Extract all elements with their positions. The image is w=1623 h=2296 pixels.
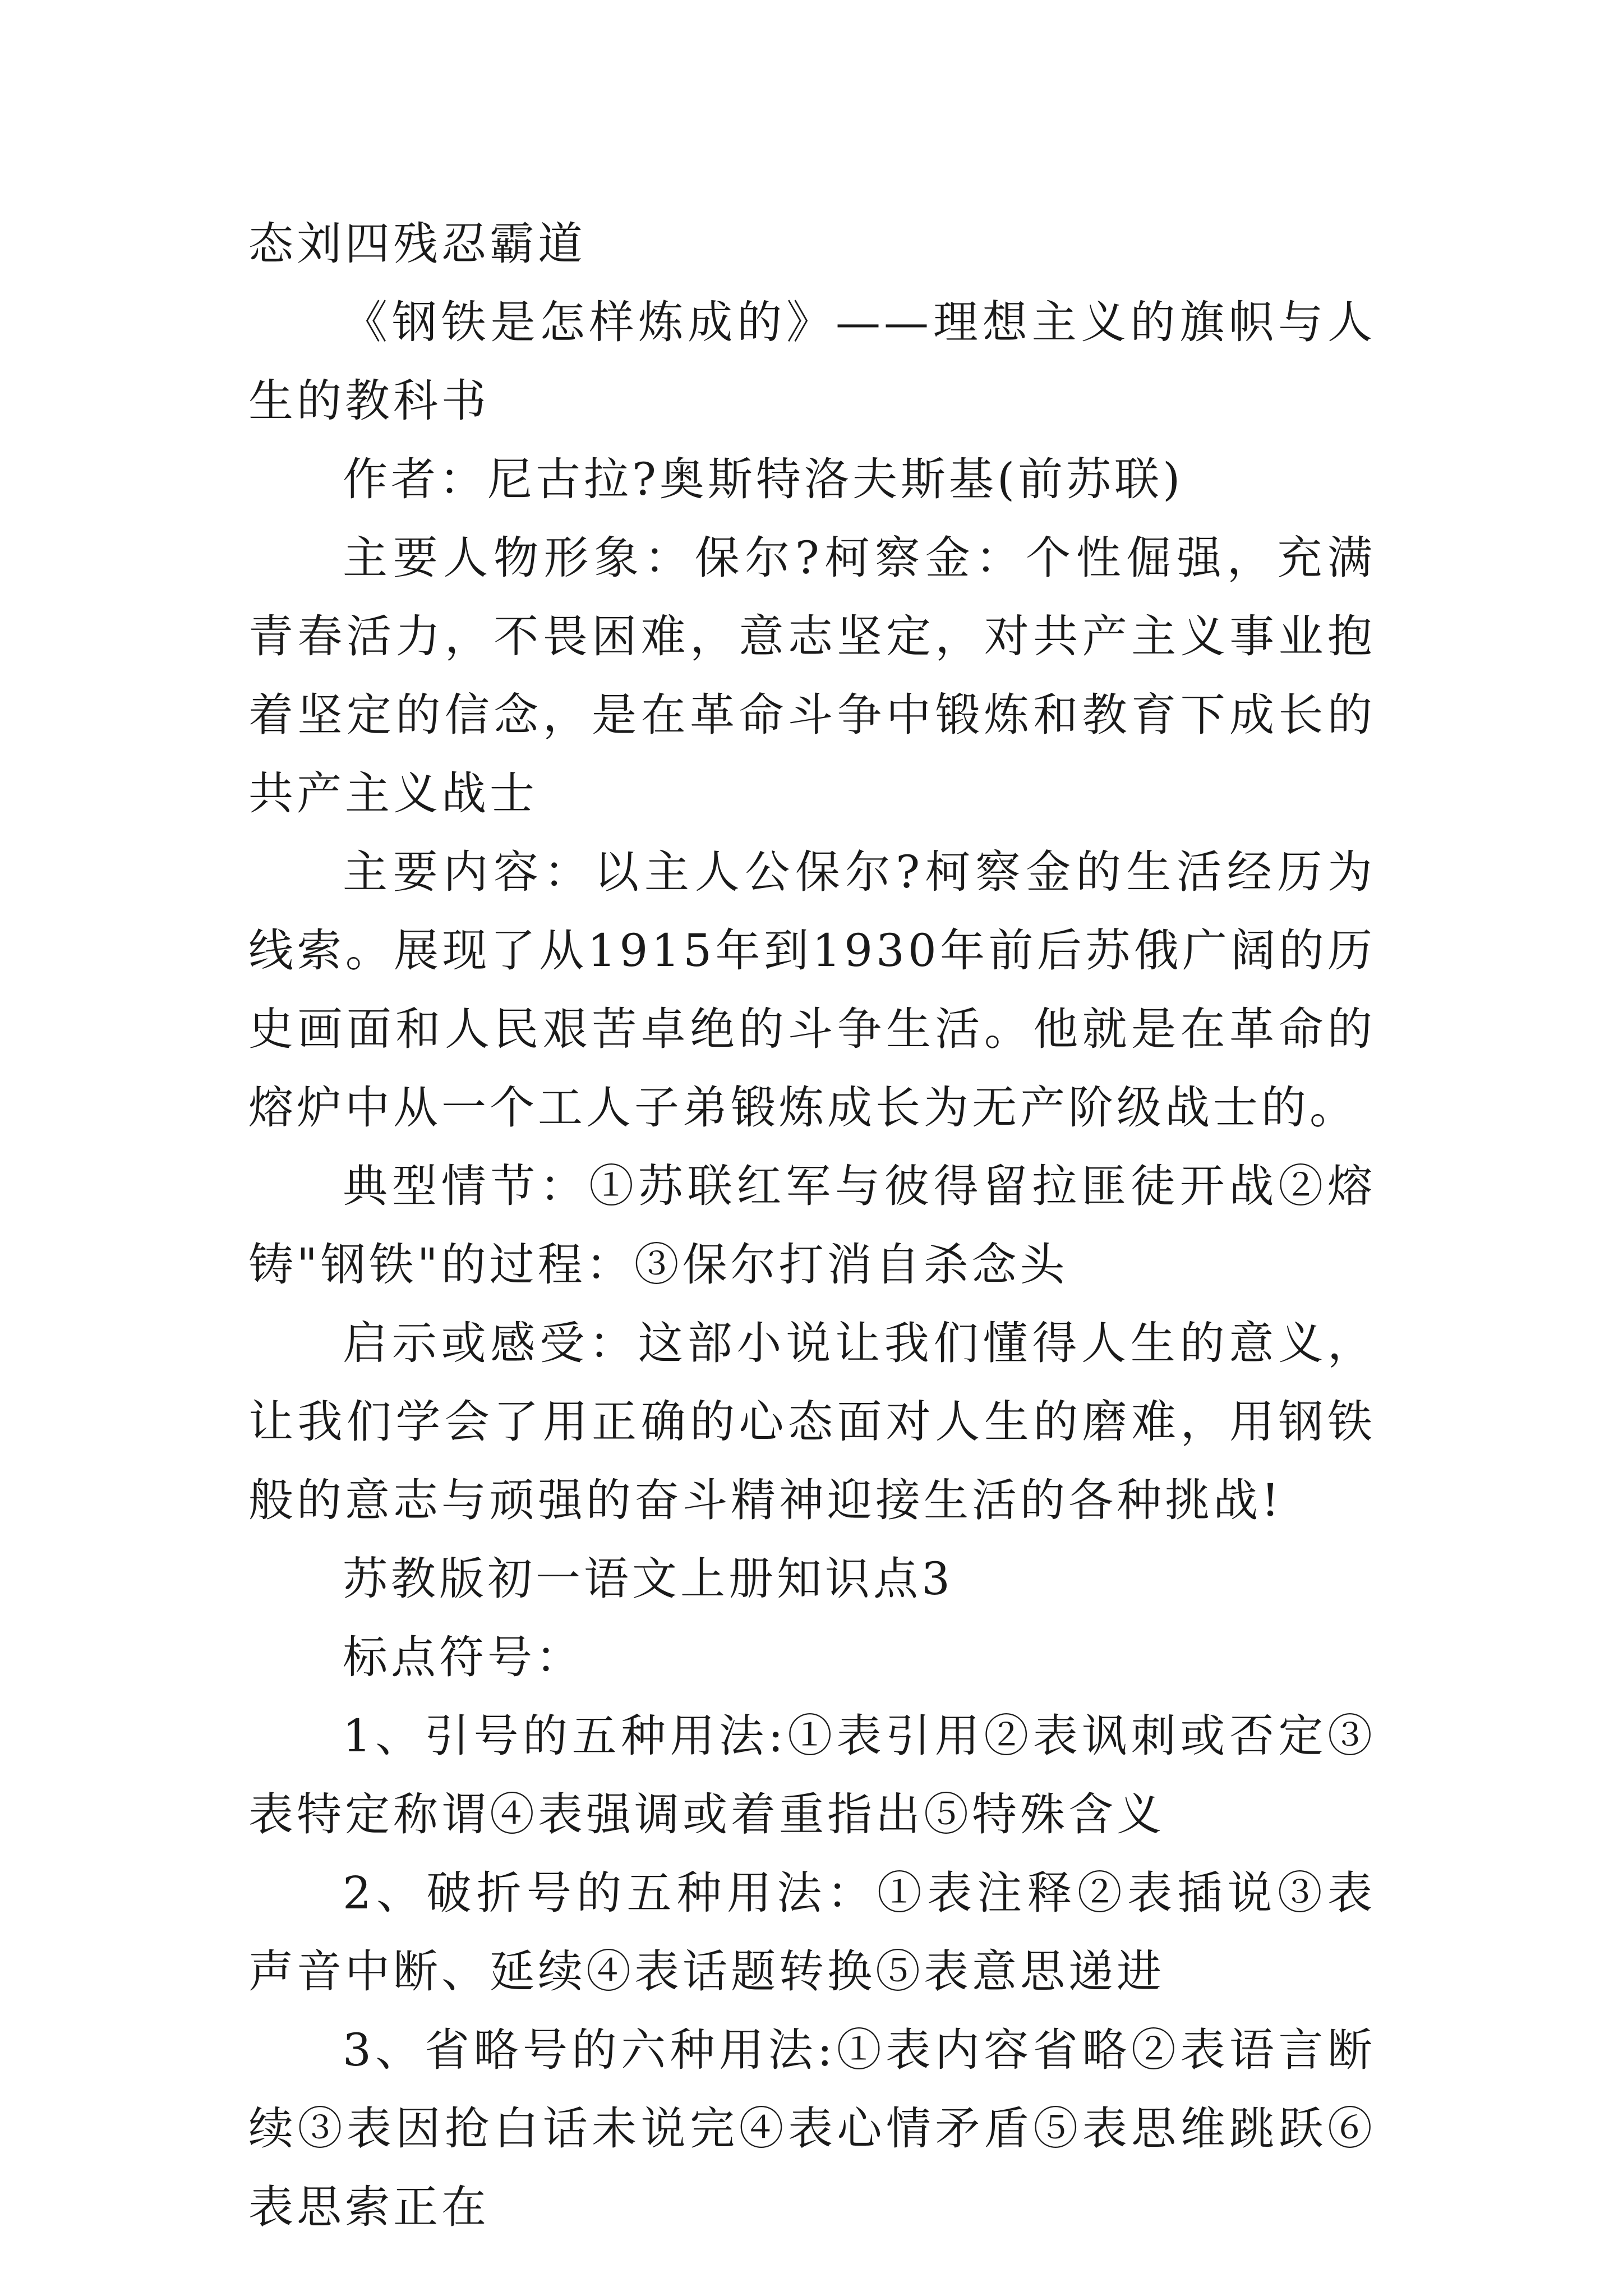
paragraph-inspiration: 启示或感受：这部小说让我们懂得人生的意义，让我们学会了用正确的心态面对人生的磨难，用钢铁般的意志与顽强的奋斗精神迎接生活的各种挑战! [248,1317,1376,1526]
subsection-heading: 标点符号： [343,1631,584,1683]
paragraph-author: 作者：尼古拉?奥斯特洛夫斯基(前苏联) [343,453,1184,505]
list-item-ellipsis: 3、省略号的六种用法:①表内容省略②表语言断续③表因抢白话未说完④表心情矛盾⑤表思维跳跃⑥表思索正在 [248,2024,1376,2233]
paragraph-main-content: 主要内容：以主人公保尔?柯察金的生活经历为线索。展现了从1915年到1930年前后苏俄广阔的历史画面和人民艰苦卓绝的斗争生活。他就是在革命的熔炉中从一个工人子弟锻炼成长为无产阶级战士的。 [248,846,1376,1134]
document-body [248,205,1376,2247]
paragraph-main-character: 主要人物形象：保尔?柯察金：个性倔强，充满青春活力，不畏困难，意志坚定，对共产主义事业抱着坚定的信念，是在革命斗争中锻炼和教育下成长的共产主义战士 [248,532,1376,820]
list-item-dash: 2、破折号的五种用法：①表注释②表插说③表声音中断、延续④表话题转换⑤表意思递进 [248,1867,1376,1998]
paragraph-continuation: 态刘四残忍霸道 [248,218,586,270]
paragraph-book-title: 《钢铁是怎样炼成的》——理想主义的旗帜与人生的教科书 [248,296,1376,427]
section-heading: 苏教版初一语文上册知识点3 [343,1553,953,1605]
list-item-quotation-marks: 1、引号的五种用法:①表引用②表讽刺或否定③表特定称谓④表强调或着重指出⑤特殊含义 [248,1710,1376,1841]
paragraph-typical-plot: 典型情节：①苏联红军与彼得留拉匪徒开战②熔铸"钢铁"的过程：③保尔打消自杀念头 [248,1160,1376,1291]
